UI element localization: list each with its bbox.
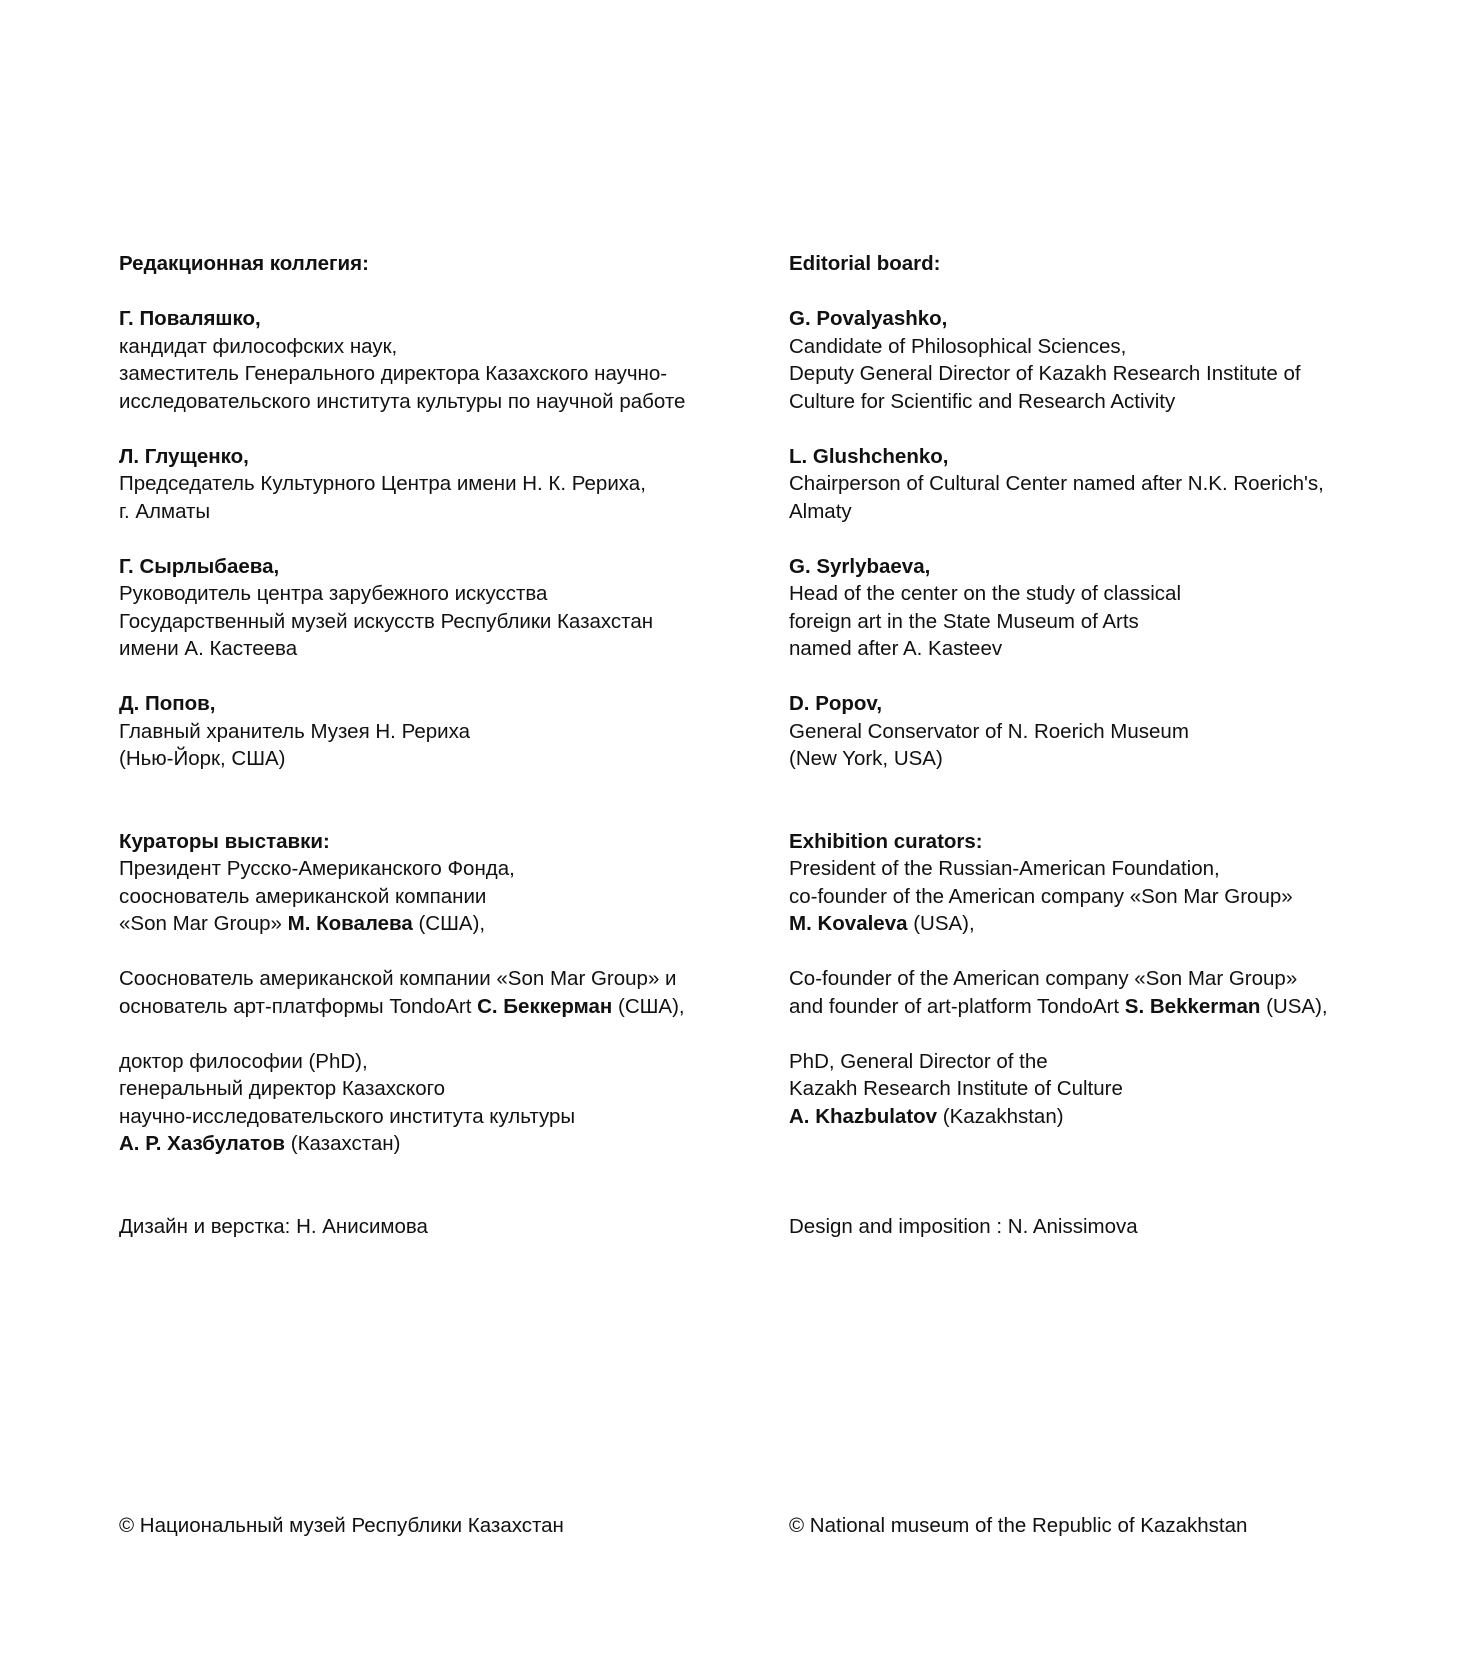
curator-country: (Kazakhstan) bbox=[937, 1104, 1064, 1128]
curator-text: основатель арт-платформы TondoArt bbox=[119, 994, 478, 1018]
member-line: имени А. Кастеева bbox=[119, 637, 298, 660]
curator-text: «Son Mar Group» bbox=[119, 912, 288, 935]
member-line: Deputy General Director of Kazakh Research Institute of bbox=[789, 362, 1301, 385]
member-line: Государственный музей искусств Республики Казахстан bbox=[119, 609, 654, 633]
member-line: Chairperson of Cultural Center named after N.K. Roerich's, bbox=[789, 472, 1324, 495]
member-line: г. Алматы bbox=[119, 499, 211, 523]
curator-entry bbox=[119, 1048, 759, 1158]
member-line: General Conservator of N. Roerich Museum bbox=[789, 719, 1189, 743]
curator-country: (USA), bbox=[907, 912, 975, 935]
english-column bbox=[789, 250, 1449, 1240]
curator-line bbox=[789, 993, 1449, 1021]
design-credit: Design and imposition : N. Anissimova bbox=[789, 1214, 1138, 1238]
member-name: G. Syrlybaeva, bbox=[789, 554, 931, 578]
member-line: Главный хранитель Музея Н. Рериха bbox=[119, 719, 471, 743]
member-line: Председатель Культурного Центра имени Н. К. Рериха, bbox=[119, 472, 646, 495]
curator-text: and founder of art-platform TondoArt bbox=[789, 994, 1125, 1018]
copyright-en: © National museum of the Republic of Kazakhstan bbox=[789, 1514, 1248, 1537]
curator-name: А. Р. Хазбулатов bbox=[119, 1132, 286, 1155]
curator-name: M. Kovaleva bbox=[789, 912, 908, 935]
curator-line bbox=[119, 1130, 759, 1158]
curator-entry bbox=[789, 965, 1449, 1020]
board-member bbox=[789, 443, 1449, 526]
member-name: G. Povalyashko, bbox=[789, 307, 948, 330]
member-name: Г. Поваляшко, bbox=[119, 307, 261, 330]
member-line: (New York, USA) bbox=[789, 747, 943, 770]
board-heading: Редакционная коллегия: bbox=[119, 252, 369, 275]
curator-entry bbox=[119, 855, 759, 938]
curator-country: (USA), bbox=[1260, 994, 1328, 1018]
curator-name: S. Bekkerman bbox=[1124, 994, 1261, 1018]
copyright-ru: © Национальный музей Республики Казахстан bbox=[119, 1514, 564, 1537]
curator-line: научно-исследовательского института культуры bbox=[119, 1104, 576, 1128]
curator-line: Kazakh Research Institute of Culture bbox=[789, 1077, 1123, 1100]
member-name: D. Popov, bbox=[789, 692, 883, 715]
curator-line: доктор философии (PhD), bbox=[119, 1049, 368, 1073]
member-name: Д. Попов, bbox=[119, 692, 216, 715]
curators-heading: Кураторы выставки: bbox=[119, 829, 330, 853]
curator-line: Президент Русско-Американского Фонда, bbox=[119, 857, 515, 880]
member-line: кандидат философских наук, bbox=[119, 334, 398, 358]
curator-line: Сооснователь американской компании «Son Mar Group» и bbox=[119, 967, 677, 990]
member-name: Л. Глущенко, bbox=[119, 444, 249, 468]
board-member bbox=[119, 553, 759, 663]
board-member bbox=[119, 690, 759, 773]
curator-line: PhD, General Director of the bbox=[789, 1049, 1048, 1073]
member-name: Г. Сырлыбаева, bbox=[119, 554, 280, 578]
member-line: заместитель Генерального директора Казахского научно- bbox=[119, 362, 668, 385]
board-member bbox=[789, 553, 1449, 663]
member-line: (Нью-Йорк, США) bbox=[119, 747, 286, 770]
curator-line bbox=[789, 910, 1449, 938]
board-heading: Editorial board: bbox=[789, 252, 941, 275]
member-line: Руководитель центра зарубежного искусства bbox=[119, 582, 548, 605]
board-member bbox=[119, 305, 759, 415]
curator-entry bbox=[789, 1048, 1449, 1131]
board-member bbox=[789, 690, 1449, 773]
member-line: исследовательского института культуры по научной работе bbox=[119, 389, 686, 413]
curator-entry bbox=[789, 855, 1449, 938]
curator-line: генеральный директор Казахского bbox=[119, 1077, 446, 1100]
curator-line: сооснователь американской компании bbox=[119, 884, 487, 908]
curators-heading: Exhibition curators: bbox=[789, 829, 983, 853]
curator-line: President of the Russian-American Foundation, bbox=[789, 857, 1220, 880]
member-line: Almaty bbox=[789, 499, 852, 523]
curator-line bbox=[119, 910, 759, 938]
curator-line bbox=[789, 1103, 1449, 1131]
member-line: named after A. Kasteev bbox=[789, 637, 1003, 660]
curator-line bbox=[119, 993, 759, 1021]
member-line: Head of the center on the study of classical bbox=[789, 582, 1182, 605]
board-member bbox=[789, 305, 1449, 415]
design-credit: Дизайн и верстка: Н. Анисимова bbox=[119, 1214, 428, 1238]
curator-country: (США), bbox=[612, 994, 685, 1018]
curator-line: Co-founder of the American company «Son Mar Group» bbox=[789, 967, 1298, 990]
curator-name: A. Khazbulatov bbox=[789, 1104, 938, 1128]
curator-country: (США), bbox=[412, 912, 486, 935]
board-member bbox=[119, 443, 759, 526]
member-name: L. Glushchenko, bbox=[789, 444, 949, 468]
curator-line: co-founder of the American company «Son Mar Group» bbox=[789, 884, 1293, 908]
member-line: Culture for Scientific and Research Activity bbox=[789, 389, 1176, 413]
curator-entry bbox=[119, 965, 759, 1020]
russian-column bbox=[119, 250, 759, 1240]
member-line: Candidate of Philosophical Sciences, bbox=[789, 334, 1127, 358]
curator-country: (Казахстан) bbox=[285, 1132, 401, 1155]
curator-name: С. Беккерман bbox=[477, 994, 613, 1018]
member-line: foreign art in the State Museum of Arts bbox=[789, 609, 1139, 633]
curator-name: М. Ковалева bbox=[287, 912, 413, 935]
